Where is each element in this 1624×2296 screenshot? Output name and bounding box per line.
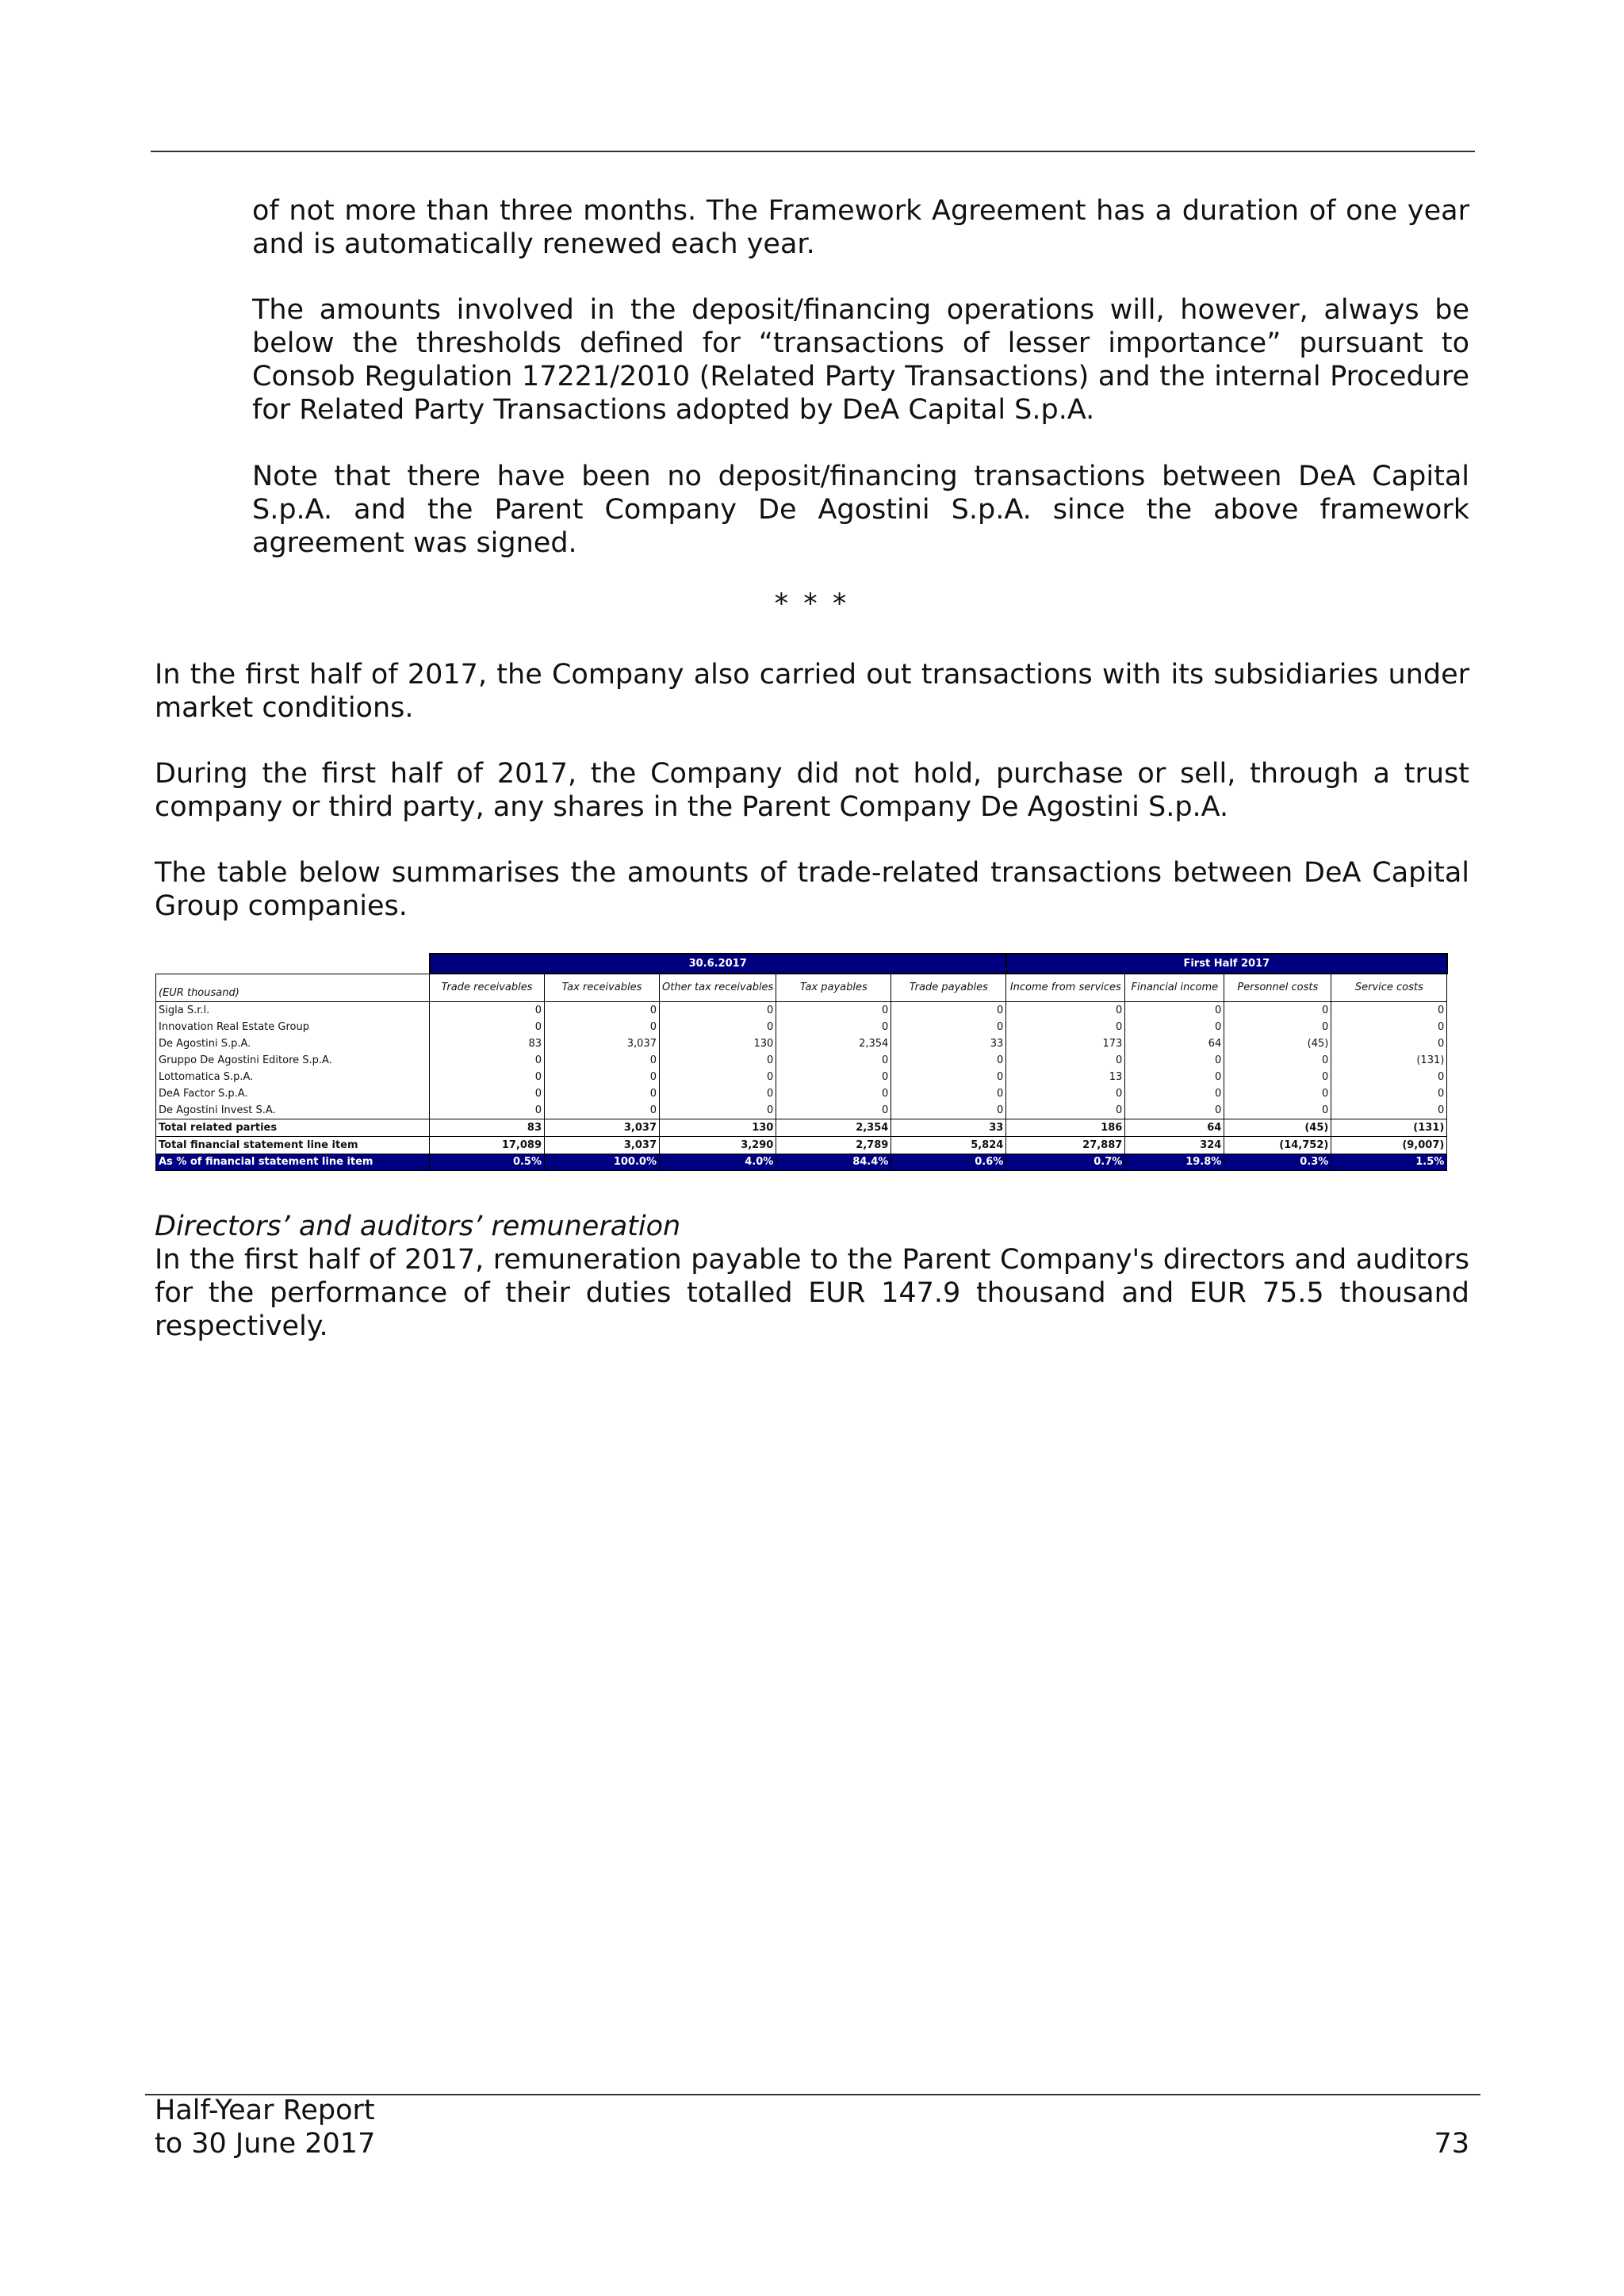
table-cell: 0 [1006, 1002, 1125, 1020]
table-row [156, 1035, 1447, 1052]
section-separator: * * * [774, 588, 850, 620]
table-cell: 33 [891, 1035, 1006, 1052]
table-cell: 0 [776, 1019, 891, 1035]
table-cell: 0 [545, 1002, 660, 1020]
table-cell: 0 [1331, 1035, 1447, 1052]
row-label: Total financial statement line item [156, 1137, 430, 1154]
table-row [156, 1052, 1447, 1069]
table-cell: 0 [1125, 1002, 1224, 1020]
table-cell: 5,824 [891, 1137, 1006, 1154]
column-header: Financial income [1125, 974, 1224, 1002]
table-cell: 0 [776, 1102, 891, 1119]
table-cell: 13 [1006, 1069, 1125, 1085]
unit-label: (EUR thousand) [156, 974, 430, 1002]
table-cell: 19.8% [1125, 1154, 1224, 1171]
table-cell: 0 [430, 1102, 545, 1119]
row-label: As % of financial statement line item [156, 1154, 430, 1171]
table-cell: 0 [776, 1069, 891, 1085]
table-cell: 0 [1224, 1085, 1331, 1102]
table-cell: 0 [545, 1102, 660, 1119]
table-cell: 100.0% [545, 1154, 660, 1171]
table-cell: 0 [891, 1085, 1006, 1102]
table-cell: 0.7% [1006, 1154, 1125, 1171]
column-header: Personnel costs [1224, 974, 1331, 1002]
column-header: Trade payables [891, 974, 1006, 1002]
group-header-30-6-2017: 30.6.2017 [430, 954, 1006, 974]
row-label: DeA Factor S.p.A. [156, 1085, 430, 1102]
footer-report-title [155, 2094, 375, 2160]
column-header: Trade receivables [430, 974, 545, 1002]
column-header: Service costs [1331, 974, 1447, 1002]
table-cell: 17,089 [430, 1137, 545, 1154]
table-cell: 64 [1125, 1035, 1224, 1052]
table-cell: 130 [660, 1119, 776, 1137]
group-header-first-half-2017: First Half 2017 [1006, 954, 1447, 974]
table-cell: 0 [1125, 1052, 1224, 1069]
table-cell: 324 [1125, 1137, 1224, 1154]
table-cell: 3,037 [545, 1137, 660, 1154]
page-number: 73 [1434, 2128, 1469, 2160]
column-header: Tax receivables [545, 974, 660, 1002]
table-cell: 83 [430, 1119, 545, 1137]
table-cell: 0 [891, 1019, 1006, 1035]
row-label: De Agostini Invest S.A. [156, 1102, 430, 1119]
table-cell: 0 [1224, 1052, 1331, 1069]
paragraph-shares: During the first half of 2017, the Company did not hold, purchase or sell, through a trust company or third party, any shares in the Parent Company De Agostini S.p.A. [155, 758, 1469, 823]
table-cell: 0.5% [430, 1154, 545, 1171]
table-row [156, 1102, 1447, 1119]
table-cell: 0 [660, 1002, 776, 1020]
table-cell: 0 [1224, 1102, 1331, 1119]
table-row [156, 1019, 1447, 1035]
table-cell: 0 [1331, 1002, 1447, 1020]
row-label: De Agostini S.p.A. [156, 1035, 430, 1052]
table-cell: 0 [1125, 1102, 1224, 1119]
table-cell: 3,037 [545, 1035, 660, 1052]
related-party-table [155, 953, 1448, 1171]
table-cell: 0 [891, 1102, 1006, 1119]
table-row [156, 1085, 1447, 1102]
table-cell: 0 [545, 1019, 660, 1035]
table-cell: 0 [545, 1069, 660, 1085]
table-cell: 83 [430, 1035, 545, 1052]
table-cell: 173 [1006, 1035, 1125, 1052]
column-header: Other tax receivables [660, 974, 776, 1002]
table-cell: 1.5% [1331, 1154, 1447, 1171]
table-cell: 33 [891, 1119, 1006, 1137]
table-cell: 0 [430, 1069, 545, 1085]
table-cell: 0 [776, 1052, 891, 1069]
table-cell: 0 [1125, 1085, 1224, 1102]
table-cell: 0 [1125, 1019, 1224, 1035]
table-cell: 0 [1006, 1052, 1125, 1069]
table-cell: 3,290 [660, 1137, 776, 1154]
paragraph-remuneration: In the first half of 2017, remuneration payable to the Parent Company's directors and auditors for the performance of their duties totalled EUR 147.9 thousand and EUR 75.5 thousand respectively. [155, 1244, 1469, 1342]
table-cell: 0 [660, 1019, 776, 1035]
paragraph-no-transactions: Note that there have been no deposit/financing transactions between DeA Capital S.p.A. and the Parent Company De Agostini S.p.A. since the above framework agreement was signed. [252, 461, 1469, 559]
table-cell: 130 [660, 1035, 776, 1052]
table-cell: 0 [430, 1085, 545, 1102]
table-cell: 64 [1125, 1119, 1224, 1137]
table-cell: 0 [776, 1002, 891, 1020]
table-cell: 0 [1224, 1019, 1331, 1035]
table-row [156, 1069, 1447, 1085]
row-label: Total related parties [156, 1119, 430, 1137]
table-cell: 0 [1006, 1085, 1125, 1102]
table-cell: 0.3% [1224, 1154, 1331, 1171]
table-cell: 0 [1224, 1069, 1331, 1085]
table-cell: 0 [891, 1002, 1006, 1020]
footer-line-1: Half-Year Report [155, 2095, 375, 2126]
table-cell: 0 [1331, 1085, 1447, 1102]
table-cell: (45) [1224, 1119, 1331, 1137]
table-cell: 0 [545, 1052, 660, 1069]
table-cell: (131) [1331, 1119, 1447, 1137]
section-heading-remuneration: Directors’ and auditors’ remuneration [155, 1211, 681, 1242]
table-cell: 0 [430, 1052, 545, 1069]
table-cell: 0 [660, 1069, 776, 1085]
table-cell: 0 [430, 1002, 545, 1020]
table-cell: 0 [1331, 1102, 1447, 1119]
table-column-header-row [156, 974, 1447, 1002]
table-corner [156, 954, 430, 974]
table-cell: (14,752) [1224, 1137, 1331, 1154]
table-cell: 0 [1224, 1002, 1331, 1020]
table-cell: 0 [1006, 1102, 1125, 1119]
table-cell: 2,354 [776, 1035, 891, 1052]
table-cell: 186 [1006, 1119, 1125, 1137]
table-cell: 0 [776, 1085, 891, 1102]
table-group-header-row [156, 954, 1447, 974]
table-row [156, 1154, 1447, 1171]
table-cell: 3,037 [545, 1119, 660, 1137]
row-label: Sigla S.r.l. [156, 1002, 430, 1020]
row-label: Lottomatica S.p.A. [156, 1069, 430, 1085]
paragraph-framework-duration: of not more than three months. The Framework Agreement has a duration of one year and is automatically renewed each year. [252, 195, 1469, 260]
column-header: Income from services [1006, 974, 1125, 1002]
column-header: Tax payables [776, 974, 891, 1002]
row-label: Innovation Real Estate Group [156, 1019, 430, 1035]
table-cell: 0 [660, 1052, 776, 1069]
paragraph-table-intro: The table below summarises the amounts of trade-related transactions between DeA Capital Group companies. [155, 857, 1469, 922]
table-cell: 0 [545, 1085, 660, 1102]
table-row [156, 1002, 1447, 1020]
table-cell: 0 [891, 1052, 1006, 1069]
row-label: Gruppo De Agostini Editore S.p.A. [156, 1052, 430, 1069]
table-cell: 0 [1331, 1069, 1447, 1085]
table-row [156, 1137, 1447, 1154]
table-cell: 2,354 [776, 1119, 891, 1137]
paragraph-subsidiaries: In the first half of 2017, the Company also carried out transactions with its subsidiaries under market conditions. [155, 659, 1469, 724]
table-cell: 0 [660, 1085, 776, 1102]
footer-line-2: to 30 June 2017 [155, 2128, 376, 2160]
table-cell: 0.6% [891, 1154, 1006, 1171]
table-row [156, 1119, 1447, 1137]
table-cell: (9,007) [1331, 1137, 1447, 1154]
table-cell: 2,789 [776, 1137, 891, 1154]
table-cell: 0 [660, 1102, 776, 1119]
table-cell: 4.0% [660, 1154, 776, 1171]
table-cell: 0 [1125, 1069, 1224, 1085]
header-rule [151, 151, 1475, 152]
table-cell: 0 [1331, 1019, 1447, 1035]
table-cell: 84.4% [776, 1154, 891, 1171]
table-cell: (131) [1331, 1052, 1447, 1069]
table-cell: 27,887 [1006, 1137, 1125, 1154]
table-cell: 0 [891, 1069, 1006, 1085]
paragraph-thresholds: The amounts involved in the deposit/financing operations will, however, always be below the thresholds defined for “transactions of lesser importance” pursuant to Consob Regulation 17221/2010 (Related Party Transactions) and the internal Procedure for Related Party Transactions adopted by DeA Capital S.p.A. [252, 294, 1469, 426]
table-cell: 0 [430, 1019, 545, 1035]
table-cell: 0 [1006, 1019, 1125, 1035]
table-cell: (45) [1224, 1035, 1331, 1052]
